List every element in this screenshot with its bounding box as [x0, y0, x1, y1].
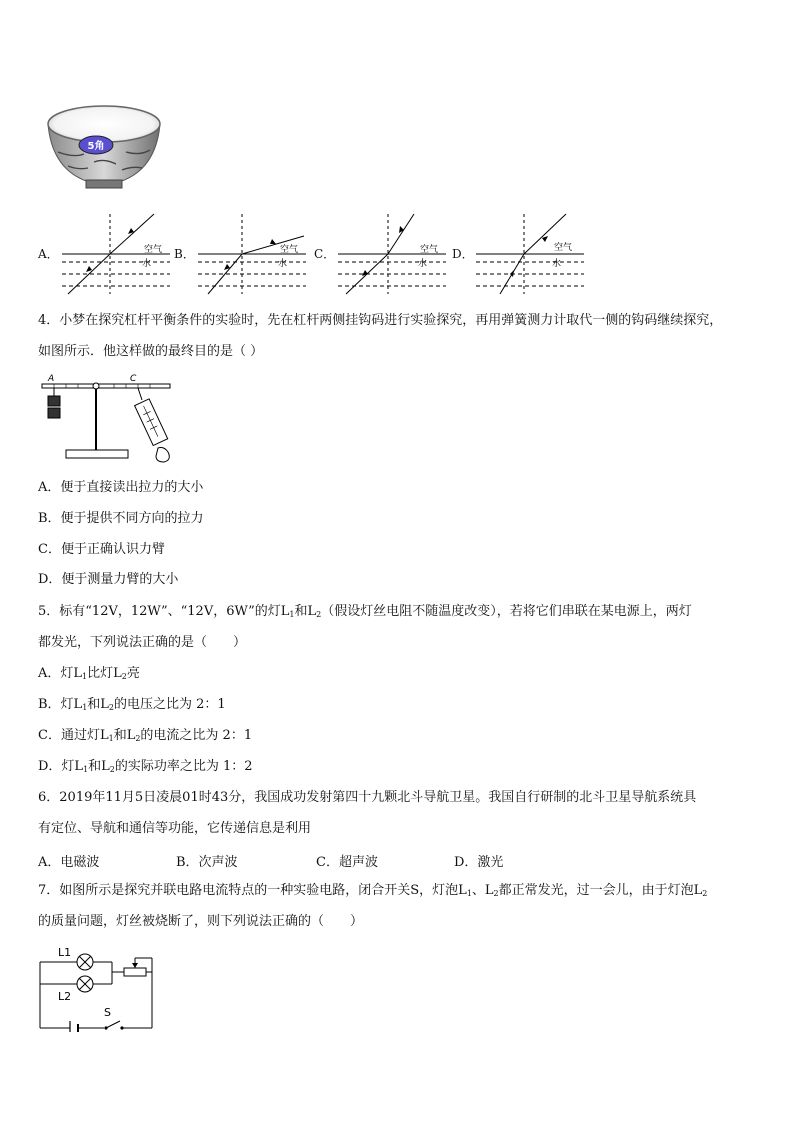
air-label: 空气	[280, 245, 299, 255]
coin-label: 5角	[87, 141, 105, 152]
air-label: 空气	[554, 243, 573, 253]
q4-option-b[interactable]: B．便于提供不同方向的拉力	[38, 511, 204, 526]
lamp-l2-label: L2	[58, 990, 72, 1003]
q4-option-a[interactable]: A．便于直接读出拉力的大小	[38, 480, 204, 495]
air-label: 空气	[420, 245, 439, 255]
water-label: 水	[142, 259, 152, 269]
parallel-circuit-figure	[36, 944, 160, 1032]
lever-spring-scale-figure	[40, 372, 190, 464]
water-label: 水	[278, 259, 288, 269]
q5-option-c[interactable]: C．通过灯$L_1$和$L_2$的电流之比为 2：1	[38, 728, 253, 743]
q6-stem-line2: 有定位、导航和通信等功能，它传递信息是利用	[38, 821, 312, 836]
fig-label-a: A	[48, 374, 55, 384]
q3-option-a-label[interactable]: A．	[38, 247, 59, 261]
water-label: 水	[418, 259, 428, 269]
q4-option-d[interactable]: D．便于测量力臂的大小	[38, 572, 179, 587]
q3-option-d-diagram	[476, 212, 586, 296]
q5-stem-line2: 都发光，下列说法正确的是（ ）	[38, 635, 247, 650]
q6-option-c[interactable]: C．超声波	[316, 855, 378, 870]
q4-stem-line2: 如图所示．他这样做的最终目的是（ ）	[38, 344, 264, 359]
q6-option-b[interactable]: B．次声波	[176, 855, 238, 870]
q3-option-a-diagram	[62, 212, 172, 296]
q3-option-b-diagram	[198, 212, 308, 296]
q6-option-d[interactable]: D．激光	[454, 855, 504, 870]
q5-option-d[interactable]: D．灯$L_1$和$L_2$的实际功率之比为 1：2	[38, 759, 253, 774]
q5-option-b[interactable]: B．灯$L_1$和$L_2$的电压之比为 2：1	[38, 697, 226, 712]
q7-stem-line1: 7．如图所示是探究并联电路电流特点的一种实验电路，闭合开关S，灯泡$L_1$、$L_2$都正常发光，过一会儿，由于灯泡$L_2$	[38, 883, 708, 898]
q5-option-a[interactable]: A．灯$L_1$比灯$L_2$亮	[38, 666, 140, 681]
water-label: 水	[552, 259, 562, 269]
q3-option-d-label[interactable]: D．	[452, 247, 474, 261]
lamp-l1-label: L1	[58, 946, 72, 959]
q6-stem-line1: 6．2019年11月5日凌晨01时43分，我国成功发射第四十九颗北斗导航卫星。我国自行研制的北斗卫星导航系统具	[38, 790, 697, 805]
air-label: 空气	[144, 245, 163, 255]
q3-option-c-diagram	[338, 212, 448, 296]
q3-option-b-label[interactable]: B．	[174, 247, 195, 261]
fig-label-c: C	[130, 374, 137, 384]
q3-option-c-label[interactable]: C．	[314, 247, 336, 261]
q4-stem-line1: 4．小梦在探究杠杆平衡条件的实验时，先在杠杆两侧挂钩码进行实验探究，再用弹簧测力计取代一侧的钩码继续探究，	[38, 313, 723, 328]
switch-label: S	[104, 1006, 111, 1019]
q4-option-c[interactable]: C．便于正确认识力臂	[38, 542, 165, 557]
q6-option-a[interactable]: A．电磁波	[38, 855, 100, 870]
q5-stem-line1: 5．标有“12V，12W”、“12V，6W”的灯$L_1$和$L_2$（假设灯丝电阻不随温度改变），若将它们串联在某电源上，两灯	[38, 604, 692, 619]
q7-stem-line2: 的质量问题，灯丝被烧断了，则下列说法正确的（ ）	[38, 914, 364, 929]
bowl-coin-figure	[44, 100, 164, 192]
